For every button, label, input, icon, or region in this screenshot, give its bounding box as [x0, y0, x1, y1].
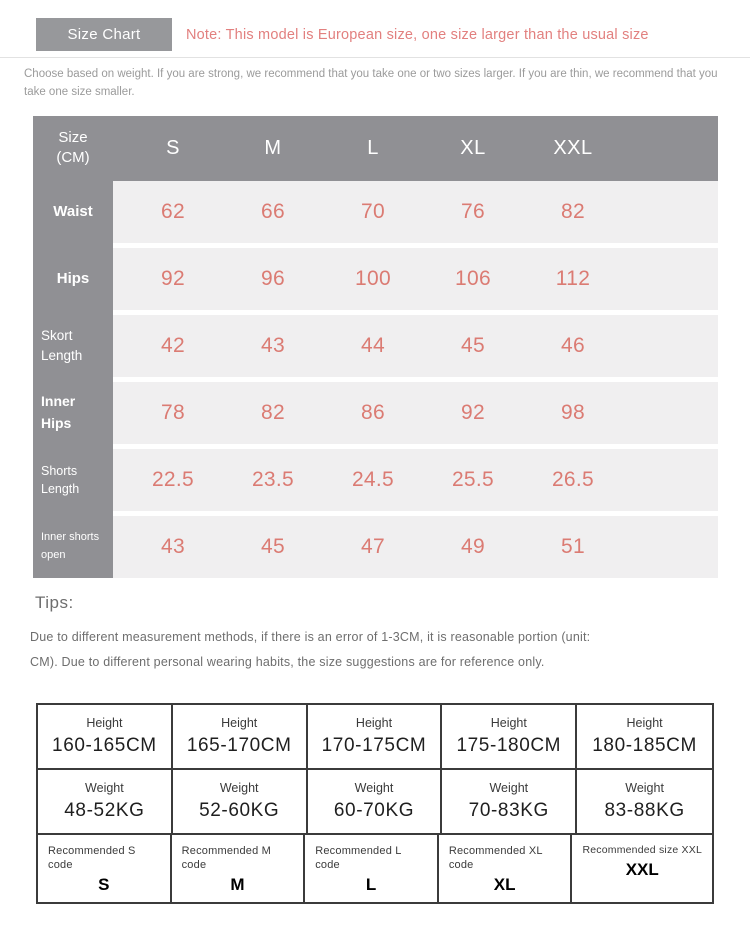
- col-header-xl: XL: [460, 136, 486, 159]
- shorts-len-l: 24.5: [351, 467, 395, 491]
- size-column-headers: [113, 116, 718, 181]
- hips-xl: 106: [455, 266, 491, 290]
- height-range: 160-165CM: [52, 735, 157, 757]
- row-label-rail: [33, 181, 113, 578]
- recommended-cell-xxl: [572, 835, 712, 902]
- inner-hips-xxl: 98: [561, 400, 585, 424]
- waist-l: 70: [361, 199, 385, 223]
- recommended-code: XXL: [625, 859, 659, 879]
- weight-label: Weight: [85, 781, 124, 796]
- weight-advice-line-2: take one size smaller.: [24, 86, 135, 99]
- weight-label: Weight: [219, 781, 259, 796]
- size-measurement-table: [33, 116, 718, 578]
- inner-hips-s: 78: [161, 400, 185, 424]
- recommended-code: S: [98, 874, 110, 894]
- inner-open-xl: 49: [461, 534, 485, 558]
- weight-label: Weight: [489, 781, 529, 796]
- table-row-waist: [113, 181, 718, 243]
- weight-cell-xl: [442, 770, 577, 833]
- height-label: Height: [355, 716, 393, 731]
- height-cell-m: [173, 705, 308, 768]
- hips-m: 96: [261, 266, 285, 290]
- recommended-cell-xl: [439, 835, 573, 902]
- recommended-label: Recommended size XXL: [582, 844, 702, 857]
- weight-label: Weight: [354, 781, 394, 796]
- hips-l: 100: [355, 266, 391, 290]
- recommended-label: Recommended S code: [48, 845, 136, 872]
- recommended-code: L: [365, 874, 377, 894]
- weight-cell-s: [38, 770, 173, 833]
- waist-s: 62: [161, 199, 185, 223]
- size-table-body: [33, 181, 718, 578]
- tips-heading: Tips:: [35, 592, 74, 612]
- shorts-len-s: 22.5: [151, 467, 195, 491]
- skort-s: 42: [161, 333, 185, 357]
- recommended-size-row: [38, 835, 712, 902]
- row-label-inner-shorts-open: Inner shorts open: [41, 531, 100, 561]
- corner-line-1: Size: [58, 129, 88, 147]
- height-label: Height: [221, 716, 258, 731]
- recommendation-table: [36, 703, 714, 904]
- col-header-m: M: [264, 136, 282, 159]
- weight-range: 48-52KG: [64, 800, 145, 822]
- inner-hips-xl: 92: [461, 400, 485, 424]
- weight-row: [38, 770, 712, 835]
- weight-advice-text: [24, 65, 720, 102]
- row-label-skort-length: Skort Length: [41, 327, 83, 363]
- inner-hips-m: 82: [261, 400, 285, 424]
- table-row-hips: [113, 248, 718, 310]
- european-size-note: Note: This model is European size, one size larger than the usual size: [186, 26, 649, 43]
- inner-open-s: 43: [161, 534, 185, 558]
- row-label-shorts-length: Shorts Length: [41, 463, 80, 496]
- size-table-header: [33, 116, 718, 181]
- weight-range: 52-60KG: [199, 800, 280, 822]
- recommended-label: Recommended XL code: [448, 845, 543, 872]
- inner-open-l: 47: [361, 534, 385, 558]
- shorts-len-m: 23.5: [251, 467, 295, 491]
- height-label: Height: [626, 716, 663, 731]
- waist-xl: 76: [461, 199, 485, 223]
- recommended-cell-l: [305, 835, 439, 902]
- height-label: Height: [490, 716, 527, 731]
- weight-range: 60-70KG: [333, 800, 415, 822]
- measurement-rows: [113, 181, 718, 578]
- skort-m: 43: [261, 333, 285, 357]
- weight-cell-m: [173, 770, 308, 833]
- recommended-label: Recommended M code: [181, 845, 272, 872]
- table-row-shorts-length: [113, 449, 718, 511]
- height-range: 165-170CM: [186, 735, 292, 757]
- size-cm-corner-label: [33, 116, 113, 181]
- recommended-label: Recommended L code: [315, 845, 402, 872]
- table-row-inner-hips: [113, 382, 718, 444]
- inner-hips-l: 86: [361, 400, 385, 424]
- height-range: 170-175CM: [321, 735, 427, 757]
- weight-label: Weight: [625, 781, 664, 796]
- row-label-inner-hips: Inner Hips: [41, 393, 76, 431]
- tips-line-1: Due to different measurement methods, if there is an error of 1-3CM, it is reasonable portion (unit:: [30, 629, 591, 644]
- weight-range: 70-83KG: [468, 800, 549, 822]
- height-cell-xxl: [577, 705, 712, 768]
- col-header-xxl: XXL: [553, 136, 593, 159]
- header-divider: [0, 57, 750, 58]
- weight-advice-line-1: Choose based on weight. If you are strong, we recommend that you take one or two sizes larger. If you are thin, we recommend that you: [24, 68, 718, 80]
- skort-xl: 45: [461, 333, 485, 357]
- waist-m: 66: [261, 199, 285, 223]
- inner-open-m: 45: [261, 534, 285, 558]
- top-bar: [36, 18, 730, 51]
- height-range: 175-180CM: [456, 735, 562, 757]
- recommended-cell-m: [172, 835, 306, 902]
- row-label-hips: Hips: [56, 269, 90, 287]
- col-header-l: L: [367, 136, 379, 159]
- row-label-waist: Waist: [53, 202, 93, 220]
- tips-line-2: CM). Due to different personal wearing habits, the size suggestions are for reference only.: [30, 655, 545, 670]
- recommended-code: M: [230, 874, 245, 894]
- height-cell-l: [308, 705, 443, 768]
- skort-l: 44: [361, 333, 385, 357]
- table-row-skort-length: [113, 315, 718, 377]
- weight-range: 83-88KG: [604, 800, 685, 822]
- weight-cell-l: [308, 770, 443, 833]
- weight-cell-xxl: [577, 770, 712, 833]
- hips-s: 92: [161, 266, 185, 290]
- recommended-cell-s: [38, 835, 172, 902]
- size-chart-page: [0, 18, 750, 949]
- height-label: Height: [86, 716, 123, 731]
- height-cell-s: [38, 705, 173, 768]
- col-header-s: S: [166, 136, 180, 159]
- table-row-inner-shorts-open: [113, 516, 718, 578]
- skort-xxl: 46: [561, 333, 585, 357]
- height-row: [38, 705, 712, 770]
- height-range: 180-185CM: [592, 735, 697, 757]
- corner-line-2: (CM): [56, 149, 90, 167]
- recommended-code: XL: [493, 874, 516, 894]
- waist-xxl: 82: [561, 199, 585, 223]
- height-cell-xl: [442, 705, 577, 768]
- tips-text: [30, 625, 750, 676]
- hips-xxl: 112: [555, 266, 591, 290]
- size-chart-button[interactable]: Size Chart: [36, 18, 172, 51]
- shorts-len-xxl: 26.5: [551, 467, 595, 491]
- inner-open-xxl: 51: [561, 534, 585, 558]
- shorts-len-xl: 25.5: [451, 467, 495, 491]
